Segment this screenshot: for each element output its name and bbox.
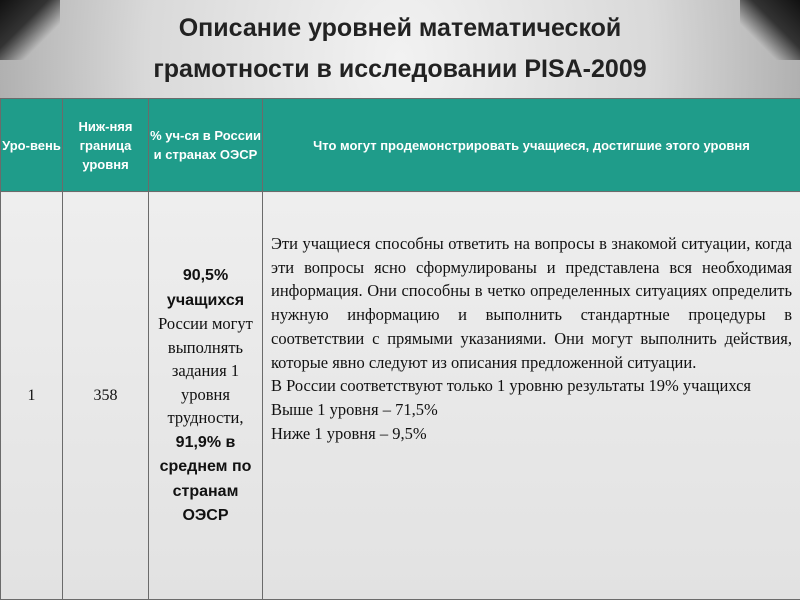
cell-level: 1 (1, 192, 63, 600)
description-text: Эти учащиеся способны ответить на вопросы в знакомой ситуации, когда эти вопросы ясно сформулированы и представлена вся необходимая информация. Они способны в четко определенных ситуациях определить нужную информацию и выполнить стандартные процедуры в соответствии с прямыми указаниями. Они могут выполнить действия, которые явно следуют из описания предложенной ситуации. (271, 234, 792, 372)
title-line-2: грамотности в исследовании PISA-2009 (153, 55, 647, 83)
cell-description (263, 192, 800, 600)
table-row (1, 192, 800, 600)
percent-mid-text: России могут выполнять задания 1 уровня трудности, (158, 314, 253, 428)
below-level-text: Ниже 1 уровня – 9,5% (271, 423, 427, 443)
cell-lower-bound: 358 (63, 192, 149, 600)
header-level: Уро-вень (1, 99, 63, 192)
percent-russia: 90,5% учащихся (166, 267, 245, 309)
title-line-1: Описание уровней математической (178, 14, 622, 42)
header-description: Что могут продемонстрировать учащиеся, достигшие этого уровня (263, 99, 800, 192)
corner-decoration-right (740, 0, 800, 60)
levels-table (0, 98, 800, 600)
percent-oecd: 91,9% в среднем по странам ОЭСР (159, 433, 252, 525)
header-lower-bound: Ниж-няя граница уровня (63, 99, 149, 192)
above-level-text: Выше 1 уровня – 71,5% (271, 399, 438, 419)
cell-percent (149, 192, 263, 600)
table-header-row (1, 99, 800, 192)
corner-decoration-left (0, 0, 60, 60)
russia-result-text: В России соответствуют только 1 уровню результаты 19% учащихся (271, 376, 752, 396)
slide-title (60, 8, 740, 90)
header-percent: % уч-ся в России и странах ОЭСР (149, 99, 263, 192)
